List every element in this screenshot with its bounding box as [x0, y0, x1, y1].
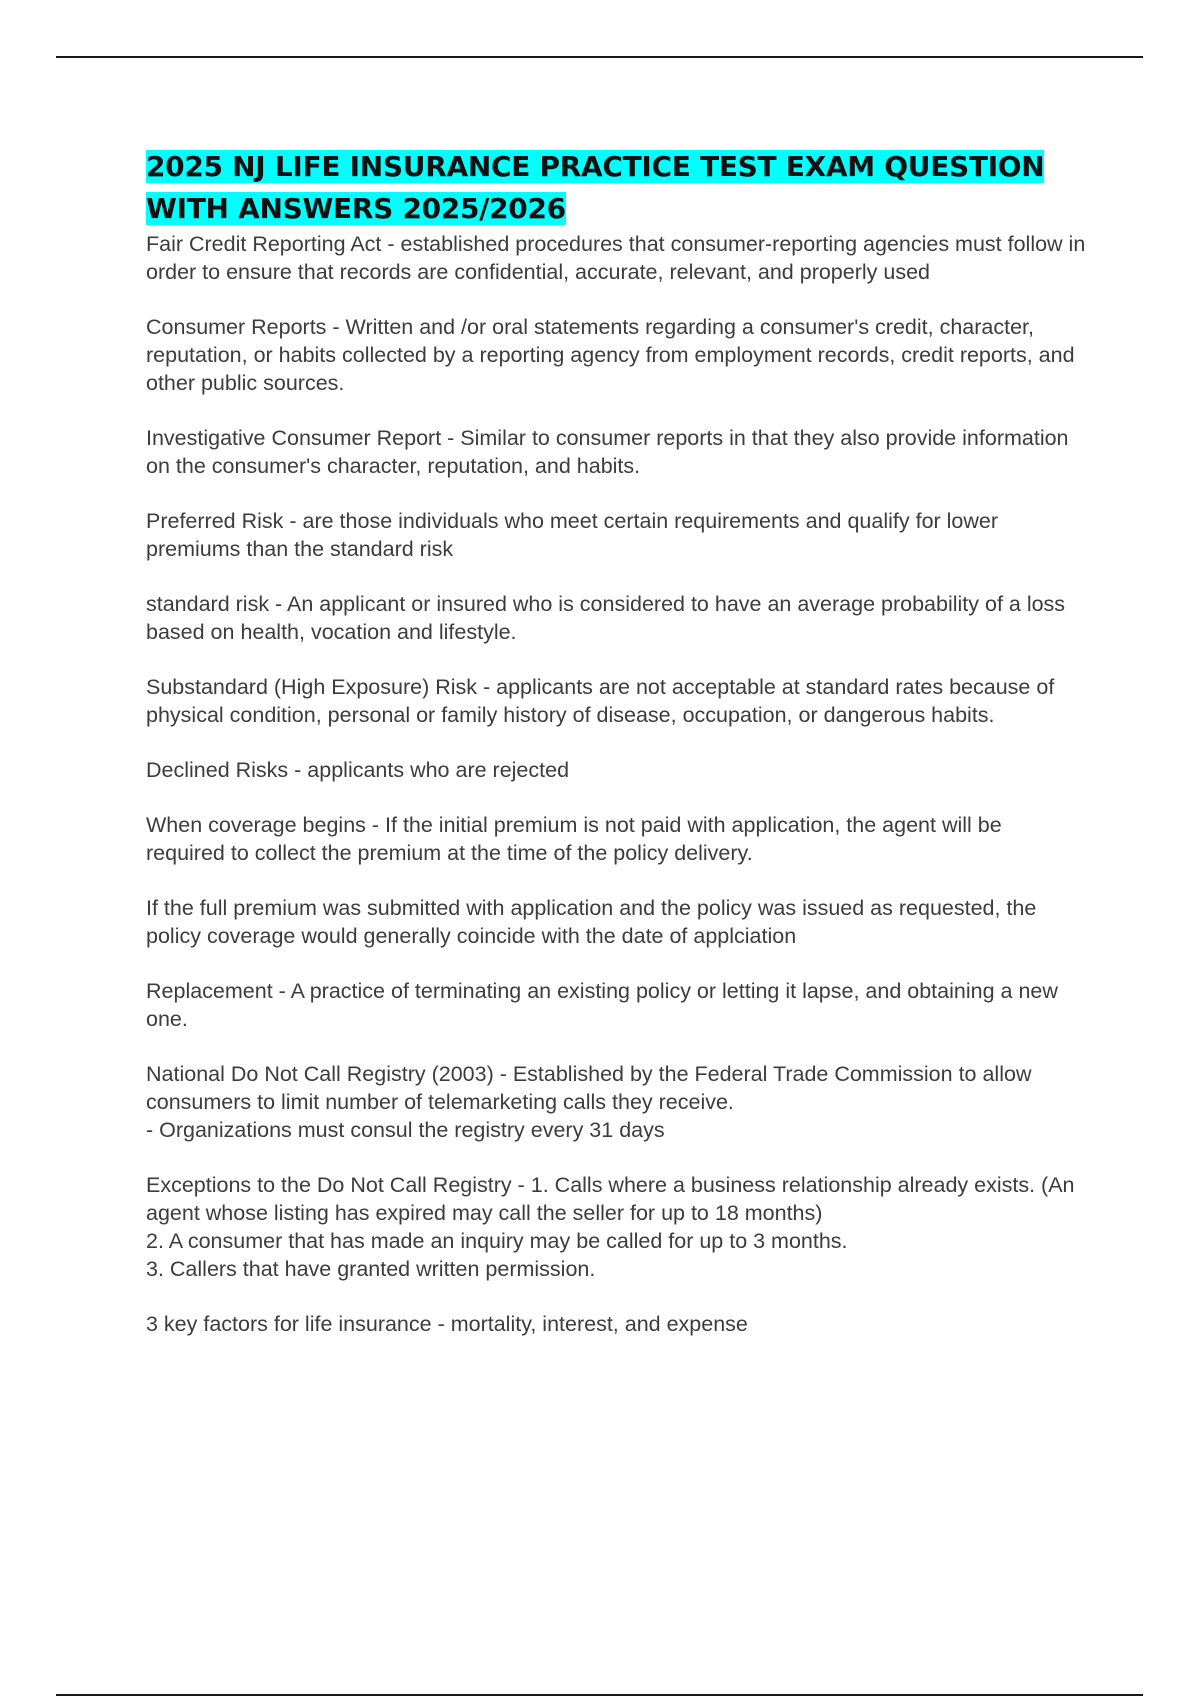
document-content — [146, 146, 1086, 1365]
qa-entry — [146, 424, 1086, 480]
qa-entry-line: - Organizations must consul the registry every 31 days — [146, 1118, 665, 1142]
qa-entry-line: 2. A consumer that has made an inquiry may be called for up to 3 months. — [146, 1229, 848, 1253]
qa-entry — [146, 507, 1086, 563]
qa-entry-line: standard risk - An applicant or insured who is considered to have an average probability of a loss based on health, vocation and lifestyle. — [146, 592, 1066, 644]
qa-entry-line: Declined Risks - applicants who are rejected — [146, 758, 570, 782]
qa-entry — [146, 313, 1086, 397]
qa-entry — [146, 1171, 1086, 1283]
qa-entry-line: Consumer Reports - Written and /or oral statements regarding a consumer's credit, character, reputation, or habits collected by a reporting agency from employment records, credit reports, and other public sources. — [146, 315, 1075, 395]
qa-entry-line: 3 key factors for life insurance - mortality, interest, and expense — [146, 1312, 748, 1336]
qa-entry — [146, 1060, 1086, 1144]
qa-entry-line: Replacement - A practice of terminating an existing policy or letting it lapse, and obtaining a new one. — [146, 979, 1058, 1031]
qa-entry-line: Investigative Consumer Report - Similar to consumer reports in that they also provide information on the consumer's character, reputation, and habits. — [146, 426, 1069, 478]
qa-entry-line: Preferred Risk - are those individuals who meet certain requirements and qualify for lower premiums than the standard risk — [146, 509, 999, 561]
qa-entry-line: Substandard (High Exposure) Risk - applicants are not acceptable at standard rates because of physical condition, personal or family history of disease, occupation, or dangerous habits. — [146, 675, 1055, 727]
bottom-rule — [56, 1694, 1143, 1696]
qa-entry — [146, 230, 1086, 286]
qa-list — [146, 230, 1086, 1338]
qa-entry — [146, 894, 1086, 950]
qa-entry-line: If the full premium was submitted with application and the policy was issued as requested, the policy coverage would generally coincide with the date of applciation — [146, 896, 1037, 948]
qa-entry — [146, 673, 1086, 729]
qa-entry-line: Exceptions to the Do Not Call Registry - 1. Calls where a business relationship already exists. (An agent whose listing has expired may call the seller for up to 18 months) — [146, 1173, 1075, 1225]
top-rule — [56, 56, 1143, 58]
qa-entry-line: When coverage begins - If the initial premium is not paid with application, the agent will be required to collect the premium at the time of the policy delivery. — [146, 813, 1002, 865]
qa-entry — [146, 977, 1086, 1033]
qa-entry — [146, 756, 1086, 784]
qa-entry — [146, 1310, 1086, 1338]
qa-entry — [146, 811, 1086, 867]
qa-entry — [146, 590, 1086, 646]
document-title-text: 2025 NJ LIFE INSURANCE PRACTICE TEST EXAM QUESTION WITH ANSWERS 2025/2026 — [146, 150, 1045, 225]
qa-entry-line: Fair Credit Reporting Act - established procedures that consumer-reporting agencies must follow in order to ensure that records are confidential, accurate, relevant, and properly used — [146, 232, 1086, 284]
document-title — [146, 146, 1086, 230]
qa-entry-line: 3. Callers that have granted written permission. — [146, 1257, 596, 1281]
qa-entry-line: National Do Not Call Registry (2003) - Established by the Federal Trade Commission to allow consumers to limit number of telemarketing calls they receive. — [146, 1062, 1032, 1114]
